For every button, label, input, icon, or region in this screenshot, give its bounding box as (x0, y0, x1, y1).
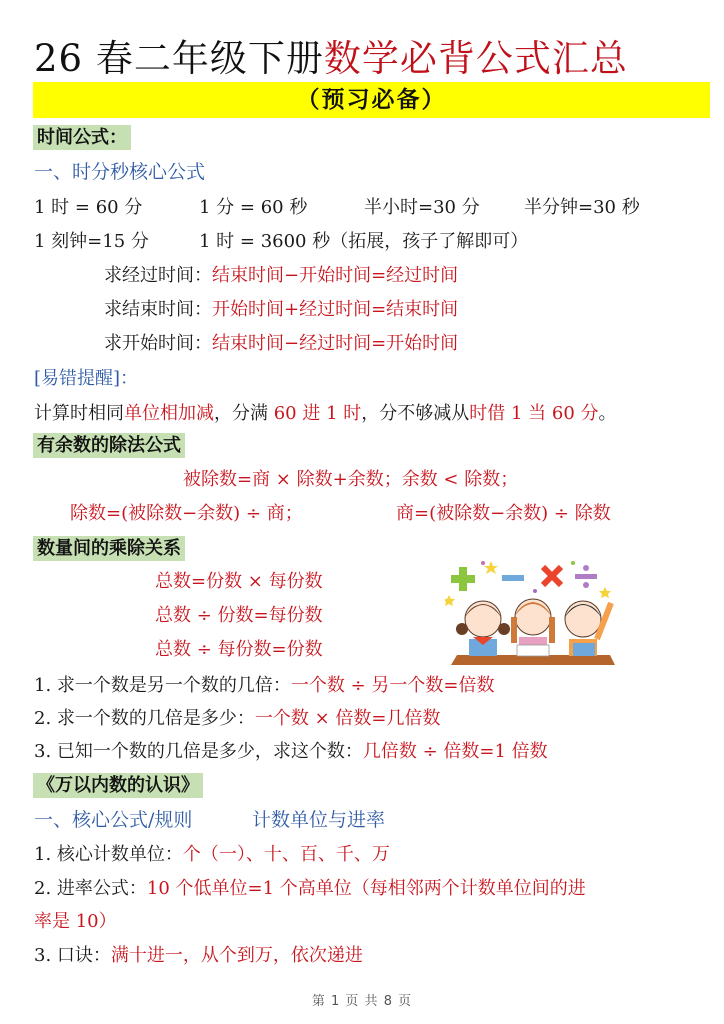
numbers-item-continuation: 率是 10） (34, 911, 117, 932)
times-icon (543, 567, 561, 585)
unit-fact: 1 时 = 3600 秒（拓展，孩子了解即可） (199, 231, 529, 252)
formula-text: 开始时间+经过时间=结束时间 (212, 299, 459, 320)
units-row-1 (34, 195, 640, 221)
formula-label: 求经过时间： (104, 265, 212, 286)
unit-fact: 1 时 = 60 分 (34, 197, 143, 218)
tip-heading: [易错提醒]： (34, 368, 139, 389)
child-right (565, 601, 601, 637)
tip-text (34, 401, 617, 427)
title-black-part: 26 春二年级下册 (34, 37, 324, 80)
title-red-part: 数学必背公式汇总 (323, 37, 628, 80)
item-formula: 几倍数 ÷ 倍数=1 倍数 (362, 741, 548, 762)
item-formula: 一个数 ÷ 另一个数=倍数 (290, 675, 495, 696)
formula-row (104, 297, 458, 323)
subtitle-banner: （预习必备） (33, 82, 710, 118)
heading-text: 《万以内数的认识》 (33, 773, 203, 798)
item-label: 1. 核心计数单位： (34, 844, 183, 865)
numbers-item (34, 842, 390, 868)
plus-icon (451, 567, 475, 591)
tip-part: ，分满 (214, 403, 274, 424)
numbers-item (34, 876, 586, 902)
item-label: 3. 口诀： (34, 945, 111, 966)
multiply-formula: 总数 ÷ 每份数=份数 (155, 639, 323, 660)
page-footer: 第 1 页 共 8 页 (311, 994, 413, 1009)
item-formula: 一个数 × 倍数=几倍数 (254, 708, 441, 729)
formula-text: 结束时间−经过时间=开始时间 (212, 333, 459, 354)
child-middle (515, 599, 551, 635)
division-formula-2b: 商=(被除数−余数) ÷ 除数 (396, 503, 611, 524)
heading-text: 有余数的除法公式 (33, 433, 185, 458)
minus-icon (502, 575, 524, 581)
sub-heading-text: 一、核心公式/规则 (34, 809, 193, 831)
multiply-formula: 总数=份数 × 每份数 (155, 571, 323, 592)
formula-label: 求开始时间： (104, 333, 212, 354)
item-content: 10 个低单位=1 个高单位（每相邻两个计数单位间的进 (146, 878, 586, 899)
numbers-item (34, 943, 363, 969)
child-left (465, 601, 501, 637)
tip-part: 计算时相同 (34, 403, 124, 424)
multiply-item (34, 673, 495, 699)
formula-row (104, 263, 458, 289)
section-heading-multiply (33, 536, 185, 562)
formula-text: 结束时间−开始时间=经过时间 (212, 265, 459, 286)
units-row-2 (34, 229, 528, 255)
sub-heading-text: 计数单位与进率 (252, 809, 386, 831)
page-title (34, 36, 628, 82)
item-label: 1. 求一个数是另一个数的几倍： (34, 675, 291, 696)
tip-part: 60 进 1 时 (273, 403, 362, 424)
division-formula-1: 被除数=商 × 除数+余数；余数 < 除数； (183, 469, 519, 490)
unit-fact: 半分钟=30 秒 (524, 197, 640, 218)
item-label: 2. 求一个数的几倍是多少： (34, 708, 255, 729)
unit-fact: 1 分 = 60 秒 (199, 197, 308, 218)
heading-text: 数量间的乘除关系 (33, 536, 185, 561)
tip-part: 时借 1 当 60 分 (469, 403, 599, 424)
children-math-illustration (445, 557, 620, 667)
section-heading-numbers (33, 773, 203, 799)
divide-icon (575, 565, 597, 588)
multiply-formula: 总数 ÷ 份数=每份数 (155, 605, 323, 626)
sub-heading-numbers (34, 807, 385, 833)
multiply-item (34, 706, 441, 732)
item-content: 满十进一，从个到万，依次递进 (110, 945, 363, 966)
unit-fact: 半小时=30 分 (364, 197, 480, 218)
item-content: 个（一）、十、百、千、万 (182, 844, 390, 865)
tip-part: 。 (598, 403, 617, 424)
item-label: 2. 进率公式： (34, 878, 147, 899)
item-label: 3. 已知一个数的几倍是多少，求这个数： (34, 741, 363, 762)
sub-heading-time-units: 一、时分秒核心公式 (34, 161, 206, 183)
heading-text: 时间公式： (33, 125, 131, 150)
formula-label: 求结束时间： (104, 299, 212, 320)
formula-row (104, 331, 458, 357)
tip-part: ，分不够减从 (361, 403, 470, 424)
division-formula-2a: 除数=(被除数−余数) ÷ 商； (70, 503, 303, 524)
section-heading-time (33, 125, 131, 151)
unit-fact: 1 刻钟=15 分 (34, 231, 149, 252)
multiply-item (34, 739, 548, 765)
section-heading-division (33, 433, 185, 459)
tip-part: 单位相加减 (124, 403, 214, 424)
